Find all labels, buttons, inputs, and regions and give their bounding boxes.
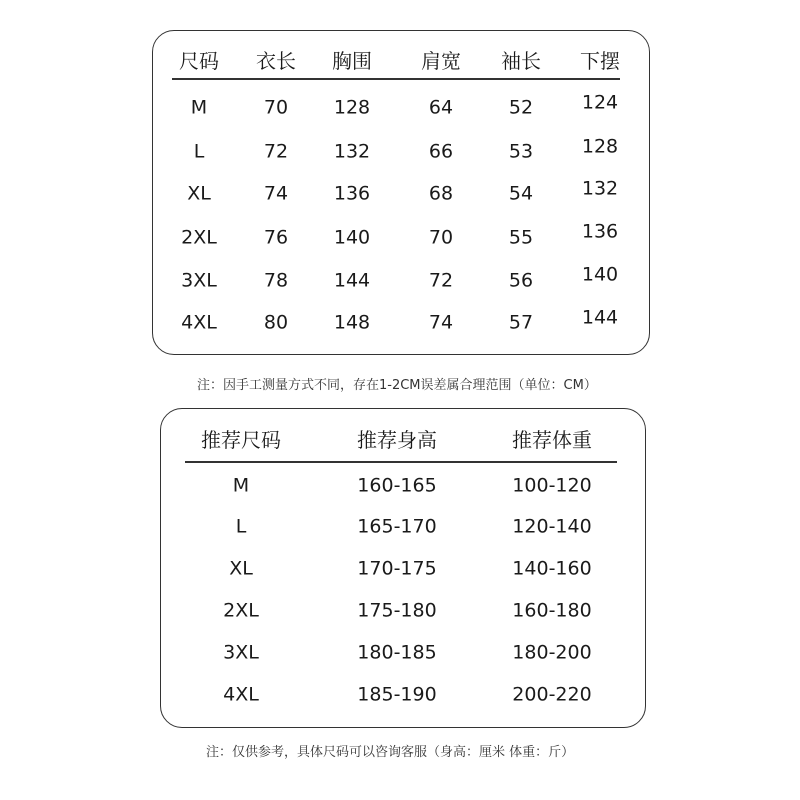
table-cell: M <box>190 96 208 119</box>
table-cell: 148 <box>333 311 371 334</box>
table-cell: 140-160 <box>512 557 592 580</box>
table-cell: 2XL <box>223 599 259 622</box>
table-cell: 136 <box>581 220 619 243</box>
table-cell: 53 <box>508 140 534 163</box>
table-cell: 132 <box>333 140 371 163</box>
table-cell: 64 <box>428 96 454 119</box>
table-cell: 54 <box>508 182 534 205</box>
size-table-header-divider <box>172 78 620 80</box>
column-header: 下摆 <box>580 49 620 73</box>
table-cell: 68 <box>428 182 454 205</box>
table-cell: 140 <box>333 226 371 249</box>
table-cell: 165-170 <box>357 515 437 538</box>
size-table-note: 注：因手工测量方式不同，存在1-2CM误差属合理范围（单位：CM） <box>197 378 597 393</box>
table-cell: 160-180 <box>512 599 592 622</box>
column-header: 袖长 <box>501 49 541 73</box>
table-cell: XL <box>229 557 253 580</box>
table-cell: 140 <box>581 263 619 286</box>
table-cell: 3XL <box>181 269 217 292</box>
table-cell: 100-120 <box>512 474 592 497</box>
table-cell: 120-140 <box>512 515 592 538</box>
table-cell: 144 <box>333 269 371 292</box>
table-cell: 74 <box>428 311 454 334</box>
table-cell: 66 <box>428 140 454 163</box>
table-cell: 4XL <box>223 683 259 706</box>
column-header: 肩宽 <box>421 49 461 73</box>
table-cell: 76 <box>263 226 289 249</box>
table-cell: 2XL <box>181 226 217 249</box>
table-cell: 132 <box>581 177 619 200</box>
table-cell: L <box>193 140 205 163</box>
table-cell: 175-180 <box>357 599 437 622</box>
table-cell: 185-190 <box>357 683 437 706</box>
table-cell: 180-200 <box>512 641 592 664</box>
table-cell: 74 <box>263 182 289 205</box>
table-cell: 128 <box>333 96 371 119</box>
table-cell: 70 <box>263 96 289 119</box>
column-header: 尺码 <box>179 49 219 73</box>
table-cell: M <box>232 474 250 497</box>
table-cell: XL <box>187 182 211 205</box>
table-cell: 144 <box>581 306 619 329</box>
column-header: 推荐尺码 <box>201 428 281 452</box>
column-header: 推荐身高 <box>357 428 437 452</box>
table-cell: 3XL <box>223 641 259 664</box>
column-header: 推荐体重 <box>512 428 592 452</box>
table-cell: 70 <box>428 226 454 249</box>
table-cell: 80 <box>263 311 289 334</box>
table-cell: 78 <box>263 269 289 292</box>
column-header: 胸围 <box>332 49 372 73</box>
table-cell: 180-185 <box>357 641 437 664</box>
recommend-table-header-divider <box>185 461 617 463</box>
table-cell: 128 <box>581 135 619 158</box>
table-cell: 4XL <box>181 311 217 334</box>
table-cell: 72 <box>263 140 289 163</box>
table-cell: 72 <box>428 269 454 292</box>
table-cell: 52 <box>508 96 534 119</box>
table-cell: 124 <box>581 91 619 114</box>
table-cell: 160-165 <box>357 474 437 497</box>
table-cell: 57 <box>508 311 534 334</box>
table-cell: 136 <box>333 182 371 205</box>
column-header: 衣长 <box>256 49 296 73</box>
table-cell: 170-175 <box>357 557 437 580</box>
recommend-table-note: 注：仅供参考，具体尺码可以咨询客服（身高：厘米 体重：斤） <box>206 745 575 760</box>
table-cell: 200-220 <box>512 683 592 706</box>
table-cell: L <box>235 515 247 538</box>
table-cell: 56 <box>508 269 534 292</box>
table-cell: 55 <box>508 226 534 249</box>
